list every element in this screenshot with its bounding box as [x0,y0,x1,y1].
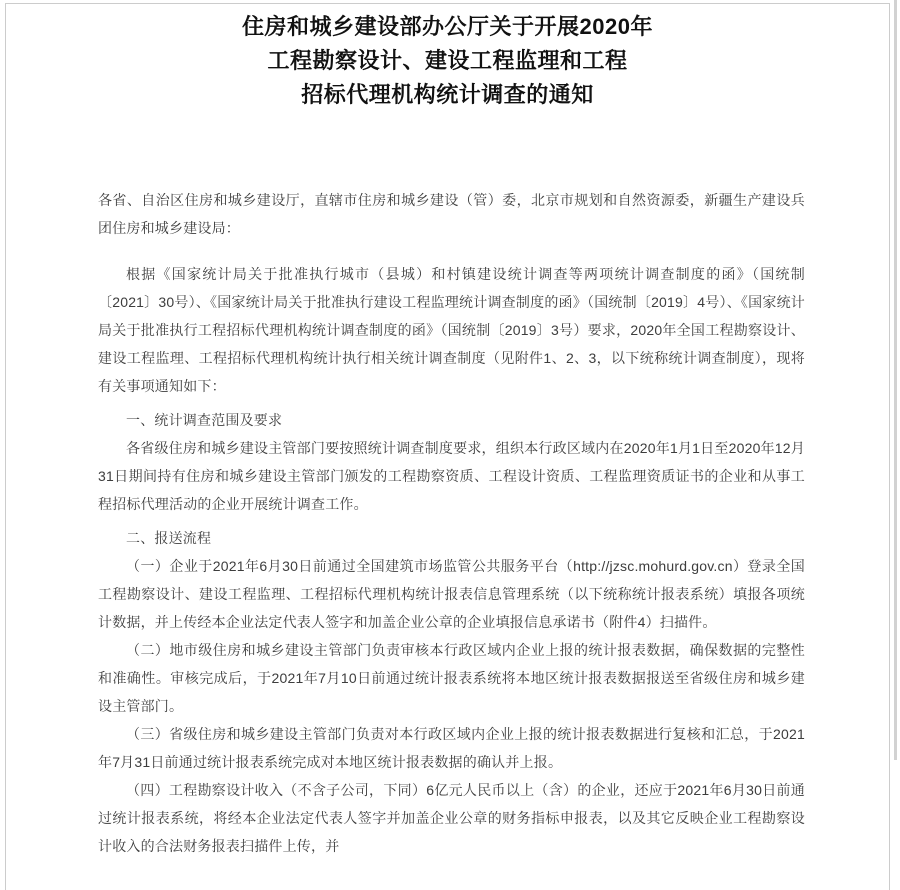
salutation-paragraph: 各省、自治区住房和城乡建设厅，直辖市住房和城乡建设（管）委，北京市规划和自然资源委，新疆生产建设兵团住房和城乡建设局： [98,192,805,236]
paragraph-submission-step-1: （一）企业于2021年6月30日前通过全国建筑市场监管公共服务平台（http://jzsc.mohurd.gov.cn）登录全国工程勘察设计、建设工程监理、工程招标代理机构统计报表信息管理系统（以下统称统计报表系统）填报各项统计数据，并上传经本企业法定代表人签字和加盖企业公章的企业填报信息承诺书（附件4）扫描件。 [98,558,805,630]
paragraph-regulations: 根据《国家统计局关于批准执行城市（县城）和村镇建设统计调查等两项统计调查制度的函》（国统制〔2021〕30号）、《国家统计局关于批准执行建设工程监理统计调查制度的函》（国统制〔2019〕4号）、《国家统计局关于批准执行工程招标代理机构统计调查制度的函》（国统制〔2019〕3号）要求，2020年全国工程勘察设计、建设工程监理、工程招标代理机构统计执行相关统计调查制度（见附件1、2、3，以下统称统计调查制度），现将有关事项通知如下： [98,266,805,394]
paragraph-survey-scope: 各省级住房和城乡建设主管部门要按照统计调查制度要求，组织本行政区域内在2020年1月1日至2020年12月31日期间持有住房和城乡建设主管部门颁发的工程勘察资质、工程设计资质、工程监理资质证书的企业和从事工程招标代理活动的企业开展统计调查工作。 [98,440,805,512]
section-heading-submission-process: 二、报送流程 [126,530,212,546]
paragraph-submission-step-4: （四）工程勘察设计收入（不含子公司，下同）6亿元人民币以上（含）的企业，还应于2021年6月30日前通过统计报表系统，将经本企业法定代表人签字并加盖企业公章的财务指标申报表，以及其它反映企业工程勘察设计收入的合法财务报表扫描件上传，并 [98,782,805,854]
title-line-3: 招标代理机构统计调查的通知 [301,82,594,107]
document-page [5,3,890,890]
paragraph-submission-step-2: （二）地市级住房和城乡建设主管部门负责审核本行政区域内企业上报的统计报表数据，确保数据的完整性和准确性。审核完成后，于2021年7月10日前通过统计报表系统将本地区统计报表数据报送至省级住房和城乡建设主管部门。 [98,642,805,714]
vertical-scrollbar[interactable] [894,0,897,760]
document-body [6,112,889,890]
title-line-2: 工程勘察设计、建设工程监理和工程 [267,48,628,73]
page-title [6,4,889,112]
title-line-1: 住房和城乡建设部办公厅关于开展2020年 [242,14,653,39]
section-heading-survey-scope: 一、统计调查范围及要求 [126,412,283,428]
paragraph-submission-step-3: （三）省级住房和城乡建设主管部门负责对本行政区域内企业上报的统计报表数据进行复核和汇总，于2021年7月31日前通过统计报表系统完成对本地区统计报表数据的确认并上报。 [98,726,805,770]
